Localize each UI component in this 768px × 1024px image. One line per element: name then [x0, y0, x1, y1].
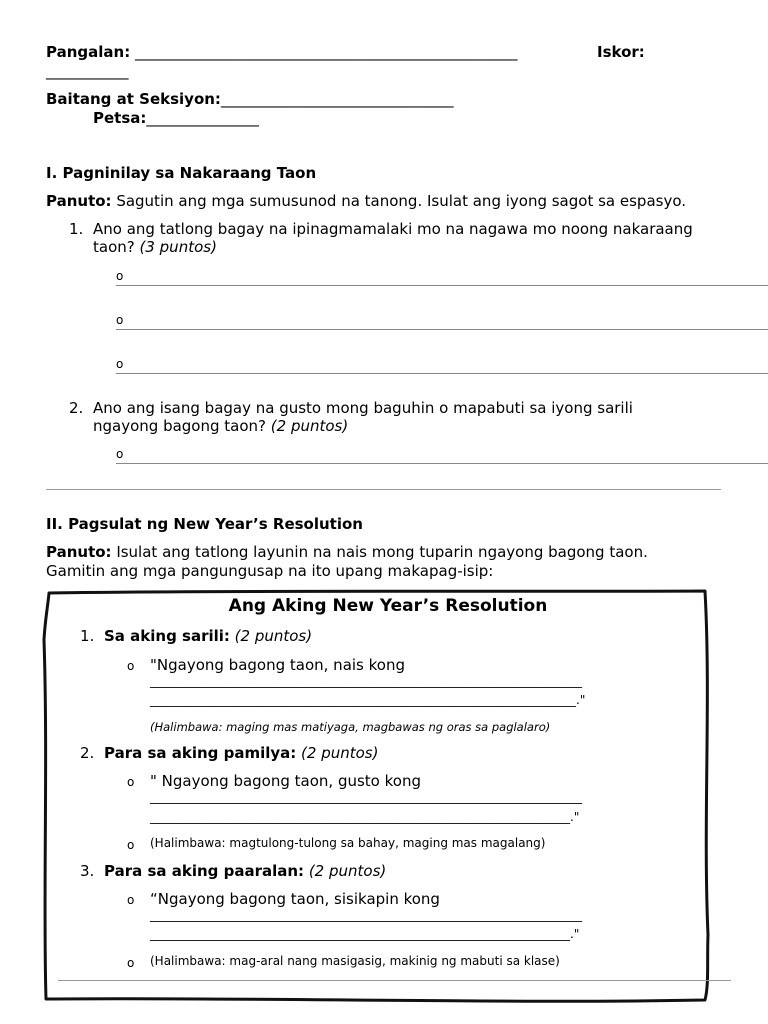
- question-1-points: (3 puntos): [139, 238, 217, 256]
- resolution-item-3-prompt: “Ngayong bagong taon, sisikapin kong: [150, 890, 440, 908]
- resolution-item-2-blank-1[interactable]: ________________________________________________________________________: [150, 790, 582, 804]
- instruction-label: Panuto:: [46, 192, 112, 210]
- question-2-line1: Ano ang isang bagay na gusto mong baguhin o mapabuti sa iyong sarili: [93, 399, 633, 417]
- resolution-item-3-blank-2[interactable]: ______________________________________________________________________.": [150, 927, 580, 941]
- resolution-item-1-prompt: "Ngayong bagong taon, nais kong: [150, 656, 405, 674]
- resolution-item-1-example: (Halimbawa: maging mas matiyaga, magbawas ng oras sa paglalaro): [150, 720, 551, 734]
- resolution-item-2-points: (2 puntos): [296, 744, 379, 762]
- grade-label: Baitang at Seksiyon:: [46, 90, 221, 108]
- item-bullet: o: [127, 659, 135, 673]
- item-bullet: o: [127, 838, 135, 852]
- resolution-item-3-heading: [104, 862, 386, 880]
- instruction-label: Panuto:: [46, 543, 112, 561]
- resolution-item-1-blank-1[interactable]: ________________________________________________________________________: [150, 674, 582, 688]
- resolution-box-title: [0, 596, 768, 616]
- resolution-item-1-points: (2 puntos): [229, 627, 313, 645]
- resolution-item-3-label: Para sa aking paaralan:: [104, 862, 305, 880]
- item-bullet: o: [127, 775, 135, 789]
- resolution-item-1-label: Sa aking sarili:: [104, 627, 230, 645]
- section2-instruction-line2: Gamitin ang mga pangungusap na ito upang makapag-isip:: [46, 562, 494, 580]
- answer-bullet: o: [116, 447, 124, 461]
- answer-bullet: o: [116, 357, 124, 371]
- resolution-item-2-heading: [104, 744, 378, 762]
- question-1-line1: Ano ang tatlong bagay na ipinagmamalaki mo na nagawa mo noong nakaraang: [93, 220, 693, 238]
- answer-bullet: o: [116, 269, 124, 283]
- resolution-item-2-label: Para sa aking pamilya:: [104, 744, 297, 762]
- resolution-item-2-blank-2[interactable]: ______________________________________________________________________.": [150, 810, 580, 824]
- question-1-text: taon?: [93, 238, 140, 256]
- instruction-text: Sagutin ang mga sumusunod na tanong. Isulat ang iyong sagot sa espasyo.: [111, 192, 687, 210]
- score-blank[interactable]: ___________: [46, 62, 129, 80]
- resolution-item-3-number: 3.: [80, 862, 95, 880]
- date-label: Petsa:: [93, 109, 147, 127]
- name-label: Pangalan:: [46, 43, 131, 61]
- question-2-points: (2 puntos): [270, 417, 349, 435]
- resolution-item-2-prompt: " Ngayong bagong taon, gusto kong: [150, 772, 421, 790]
- item-bullet: o: [127, 956, 135, 970]
- grade-blank[interactable]: _______________________________: [220, 90, 454, 108]
- bottom-divider: [58, 980, 731, 981]
- resolution-item-1-heading: [104, 627, 312, 645]
- resolution-item-1-number: 1.: [80, 627, 95, 645]
- score-label-text: Iskor:: [597, 43, 645, 61]
- item-bullet: o: [127, 893, 135, 907]
- resolution-item-1-blank-2[interactable]: _______________________________________________________________________.": [150, 693, 586, 707]
- instruction-text: Isulat ang tatlong layunin na nais mong tuparin ngayong bagong taon.: [111, 543, 648, 561]
- resolution-item-3-blank-1[interactable]: ________________________________________________________________________: [150, 908, 582, 922]
- question-2-number: 2.: [69, 399, 84, 417]
- resolution-item-3-points: (2 puntos): [304, 862, 387, 880]
- section1-title-text: I. Pagninilay sa Nakaraang Taon: [46, 164, 317, 182]
- question-2-text: ngayong bagong taon?: [93, 417, 271, 435]
- question-1-number: 1.: [69, 220, 84, 238]
- resolution-item-2-example: (Halimbawa: magtulong-tulong sa bahay, maging mas magalang): [150, 836, 546, 850]
- resolution-item-2-number: 2.: [80, 744, 95, 762]
- resolution-box-title-text: Ang Aking New Year’s Resolution: [228, 596, 548, 616]
- date-blank[interactable]: _______________: [146, 109, 259, 127]
- name-blank[interactable]: ___________________________________________________: [134, 43, 518, 61]
- section2-title-text: II. Pagsulat ng New Year’s Resolution: [46, 515, 363, 533]
- resolution-item-3-example: (Halimbawa: mag-aral nang masigasig, makinig ng mabuti sa klase): [150, 954, 560, 968]
- answer-bullet: o: [116, 313, 124, 327]
